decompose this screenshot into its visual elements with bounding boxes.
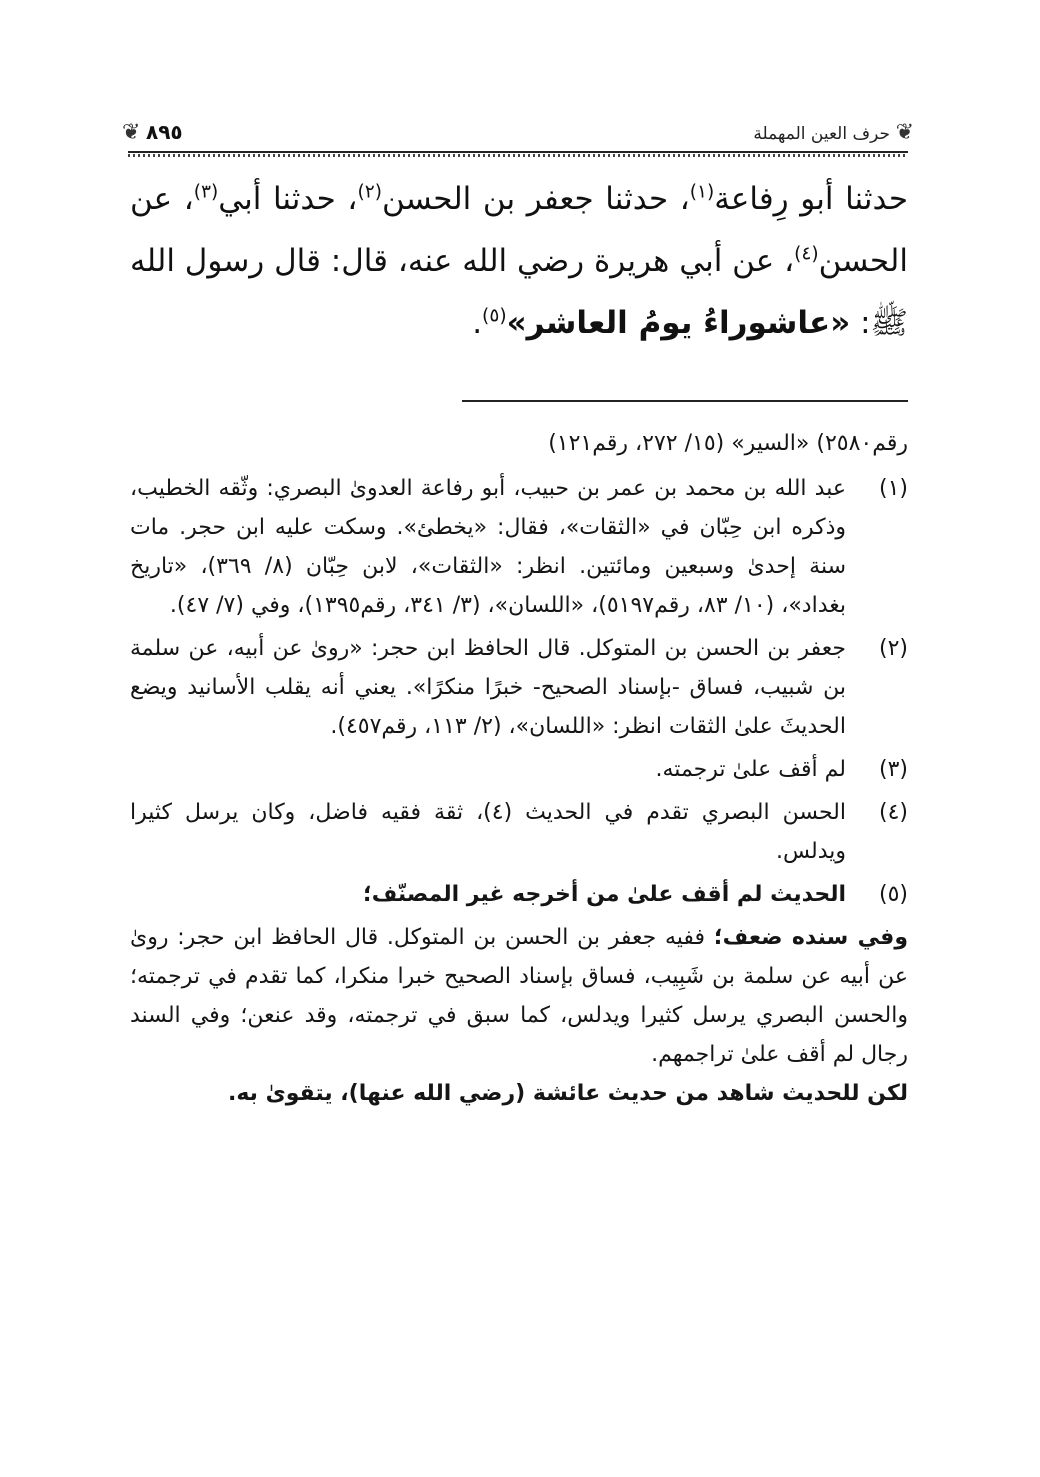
- footnotes: [130, 424, 908, 1113]
- footnote-ref-5[interactable]: (٥): [482, 305, 507, 327]
- footnote-3: [130, 750, 908, 789]
- main-text: [130, 168, 908, 354]
- footnote-5-analysis: وفي سنده ضعف؛ ففيه جعفر بن الحسن بن المتوكل. قال الحافظ ابن حجر: روىٰ عن أبيه عن سلمة بن شَبِيب، فساق بإسناد الصحيح خبرا منكرا، كما تقدم في ترجمته؛ والحسن البصري يرسل كثيرا ويدلس، كما سبق في ترجمته، وقد عنعن؛ وفي السند رجال لم أقف علىٰ تراجمهم.: [130, 925, 908, 1067]
- footnote-5-conclusion: لكن للحديث شاهد من حديث عائشة (رضي الله عنها)، يتقوىٰ به.: [227, 1081, 908, 1106]
- running-header: [122, 112, 914, 152]
- footnote-number: (٤): [878, 800, 908, 825]
- footnote-ref-3[interactable]: (٣): [193, 181, 219, 203]
- footnote-2: [130, 629, 908, 746]
- footnote-number: (٣): [878, 757, 908, 782]
- header-ornament-right-icon: ❦: [895, 120, 914, 145]
- footnote-5: [130, 875, 908, 914]
- footnote-ref-2[interactable]: (٢): [357, 181, 382, 203]
- footnote-text: جعفر بن الحسن بن المتوكل. قال الحافظ ابن حجر: «روىٰ عن أبيه، عن سلمة بن شبيب، فساق -بإسناد الصحيح- خبرًا منكرًا». يعني أنه يقلب الأسانيد ويضع الحديثَ علىٰ الثقات انظر: «اللسان»، (٢/ ١١٣، رقم٤٥٧).: [130, 636, 846, 739]
- footnote-number: (٢): [878, 636, 908, 661]
- footnote-number: (٥): [878, 882, 908, 907]
- weakness-label: وفي سنده ضعف؛: [713, 925, 908, 950]
- footnote-number: (١): [878, 476, 908, 501]
- footnote-text: لم أقف علىٰ ترجمته.: [655, 757, 846, 782]
- header-ornament-left-icon: ❦: [122, 120, 141, 145]
- hadith-paragraph: حدثنا أبو رِفاعة$^{(١)}$، حدثنا جعفر بن الحسن$^{(٢)}$، حدثنا أبي$^{(٣)}$، عن الحسن$^{(٤)}$، عن أبي هريرة رضي الله عنه، قال: قال رسول الله ﷺ: «عاشوراءُ يومُ العاشر»$^{(٥)}$.: [130, 181, 908, 341]
- footnote-4: [130, 793, 908, 871]
- footnote-continuation: رقم٢٥٨٠) «السير» (١٥/ ٢٧٢، رقم١٢١): [548, 431, 908, 456]
- page-number: ٨٩٥: [146, 120, 183, 144]
- footnote-ref-4[interactable]: (٤): [794, 243, 819, 265]
- footnote-text: الحسن البصري تقدم في الحديث (٤)، ثقة فقيه فاضل، وكان يرسل كثيرا ويدلس.: [130, 800, 846, 864]
- footnote-1: [130, 469, 908, 625]
- hadith-text: «عاشوراءُ يومُ العاشر»: [506, 305, 851, 341]
- footnote-text: الحديث لم أقف علىٰ من أخرجه غير المصنّف؛: [362, 882, 846, 907]
- footnote-ref-1[interactable]: (١): [689, 181, 715, 203]
- chapter-title: حرف العين المهملة: [753, 124, 890, 144]
- footnote-separator: [462, 400, 908, 402]
- header-rule: [128, 151, 908, 159]
- footnote-text: عبد الله بن محمد بن عمر بن حبيب، أبو رفاعة العدوىٰ البصري: وثّقه الخطيب، وذكره ابن حِبّان في «الثقات»، فقال: «يخطئ». وسكت عليه ابن حجر. مات سنة إحدىٰ وسبعين ومائتين. انظر: «الثقات»، لابن حِبّان (٨/ ٣٦٩)، «تاريخ بغداد»، (١٠/ ٨٣، رقم٥١٩٧)، «اللسان»، (٣/ ٣٤١، رقم١٣٩٥)، وفي (٧/ ٤٧).: [130, 476, 847, 618]
